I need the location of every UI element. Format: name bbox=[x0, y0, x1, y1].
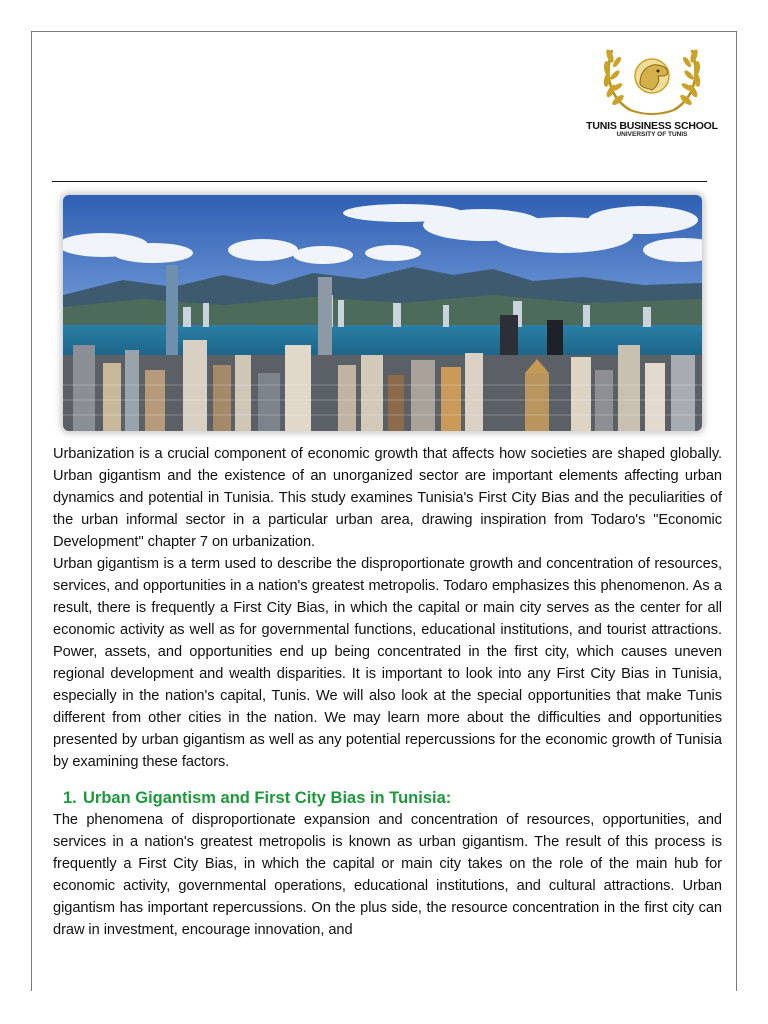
body-content bbox=[53, 443, 722, 941]
section-1-paragraph: The phenomena of disproportionate expansion and concentration of resources, opportunities, and services in a nation's greatest metropolis is known as urban gigantism. The result of this process is frequently a First City Bias, in which the capital or main city takes on the role of the main hub for economic activity, governmental operations, educational institutions, and cultural attractions. Urban gigantism has important repercussions. On the plus side, the resource concentration in the first city can draw in investment, encourage innovation, and bbox=[53, 812, 722, 938]
university-name: UNIVERSITY OF TUNIS bbox=[616, 131, 688, 138]
school-logo bbox=[577, 40, 727, 150]
section-1-heading bbox=[53, 787, 722, 809]
school-name: TUNIS BUSINESS SCHOOL bbox=[586, 120, 718, 132]
section-1-number: 1. bbox=[63, 789, 77, 807]
gigantism-paragraph: Urban gigantism is a term used to describe the disproportionate growth and concentration of resources, services, and opportunities in a nation's greatest metropolis. Todaro emphasizes this phenomenon. As a result, there is frequently a First City Bias, in which the capital or main city serves as the center for all economic activity as well as for governmental functions, educational institutions, and tourist attractions. Power, assets, and opportunities end up being concentrated in the first city, which causes uneven regional development and wealth disparities. It is important to look into any First City Bias in Tunisia, especially in the nation's capital, Tunis. We will also look at the special opportunities that make Tunis different from other cities in the nation. We may learn more about the difficulties and opportunities presented by urban gigantism as well as any potential repercussions for the economic growth of Tunisia by examining these factors. bbox=[53, 556, 722, 770]
section-1-title: Urban Gigantism and First City Bias in Tunisia: bbox=[83, 789, 452, 807]
document-page bbox=[31, 31, 737, 991]
eagle-laurel-icon bbox=[600, 40, 704, 118]
intro-paragraph: Urbanization is a crucial component of economic growth that affects how societies are shaped globally. Urban gigantism and the existence of an unorganized sector are important elements affecting urban dynamics and potential in Tunisia. This study examines Tunisia's First City Bias and the peculiarities of the urban informal sector in a particular urban area, drawing inspiration from Todaro's "Economic Development" chapter 7 on urbanization. bbox=[53, 446, 722, 550]
header-divider bbox=[52, 181, 707, 182]
city-banner-image bbox=[63, 195, 702, 431]
